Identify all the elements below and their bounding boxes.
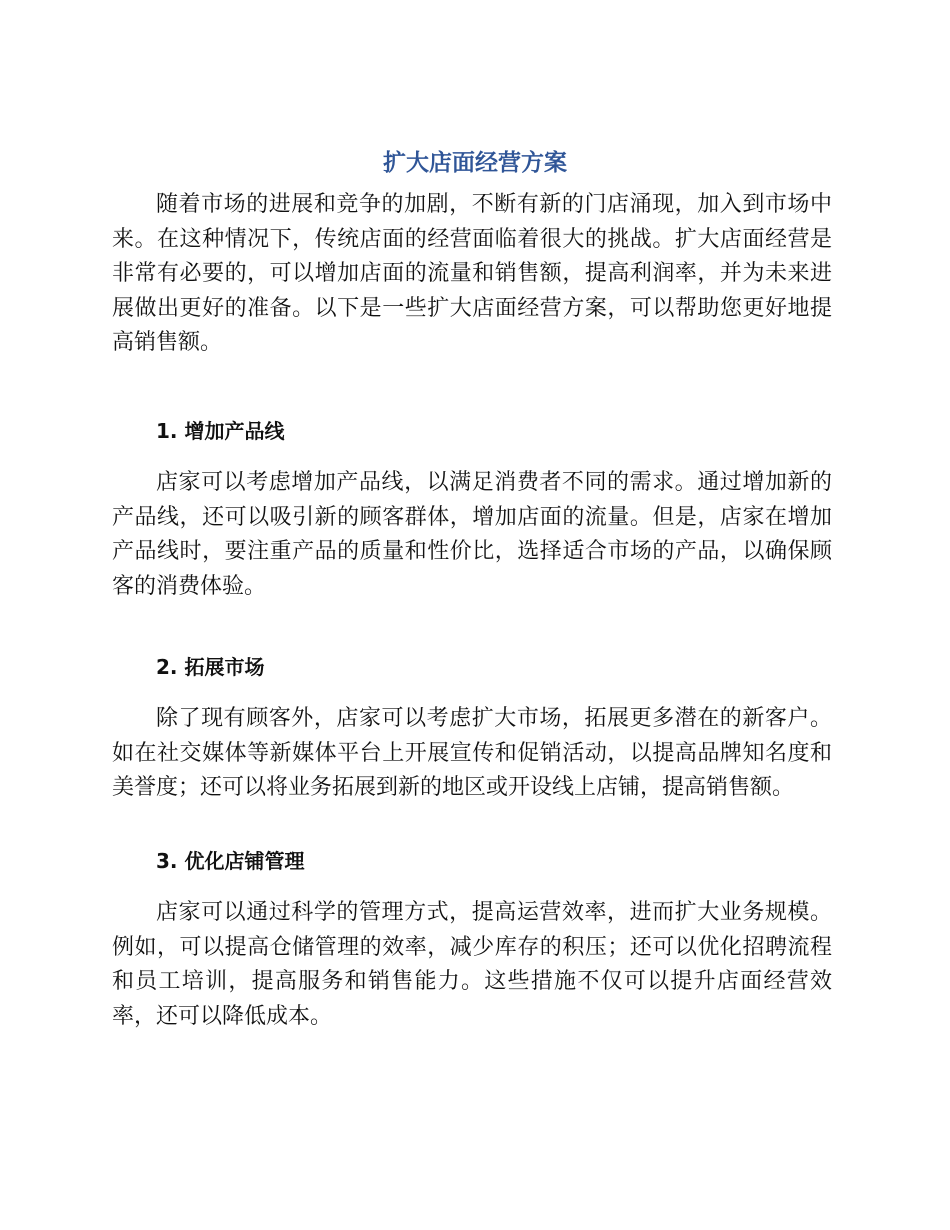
- section-heading-1: 1. 增加产品线: [156, 419, 285, 443]
- section-body-2: 除了现有顾客外，店家可以考虑扩大市场，拓展更多潜在的新客户。如在社交媒体等新媒体平台上开展宣传和促销活动，以提高品牌知名度和美誉度；还可以将业务拓展到新的地区或开设线上店铺，提高销售额。: [112, 706, 832, 800]
- section-heading-3: 3. 优化店铺管理: [156, 849, 305, 873]
- document-title: 扩大店面经营方案: [383, 150, 567, 176]
- section-heading-2: 2. 拓展市场: [156, 655, 265, 679]
- section-body-3: 店家可以通过科学的管理方式，提高运营效率，进而扩大业务规模。例如，可以提高仓储管理的效率，减少库存的积压；还可以优化招聘流程和员工培训，提高服务和销售能力。这些措施不仅可以提升店面经营效率，还可以降低成本。: [112, 900, 832, 1029]
- intro-paragraph: 随着市场的进展和竞争的加剧，不断有新的门店涌现，加入到市场中来。在这种情况下，传统店面的经营面临着很大的挑战。扩大店面经营是非常有必要的，可以增加店面的流量和销售额，提高利润率，并为未来进展做出更好的准备。以下是一些扩大店面经营方案，可以帮助您更好地提高销售额。: [112, 192, 832, 355]
- section-body-1: 店家可以考虑增加产品线，以满足消费者不同的需求。通过增加新的产品线，还可以吸引新的顾客群体，增加店面的流量。但是，店家在增加产品线时，要注重产品的质量和性价比，选择适合市场的产品，以确保顾客的消费体验。: [112, 470, 832, 599]
